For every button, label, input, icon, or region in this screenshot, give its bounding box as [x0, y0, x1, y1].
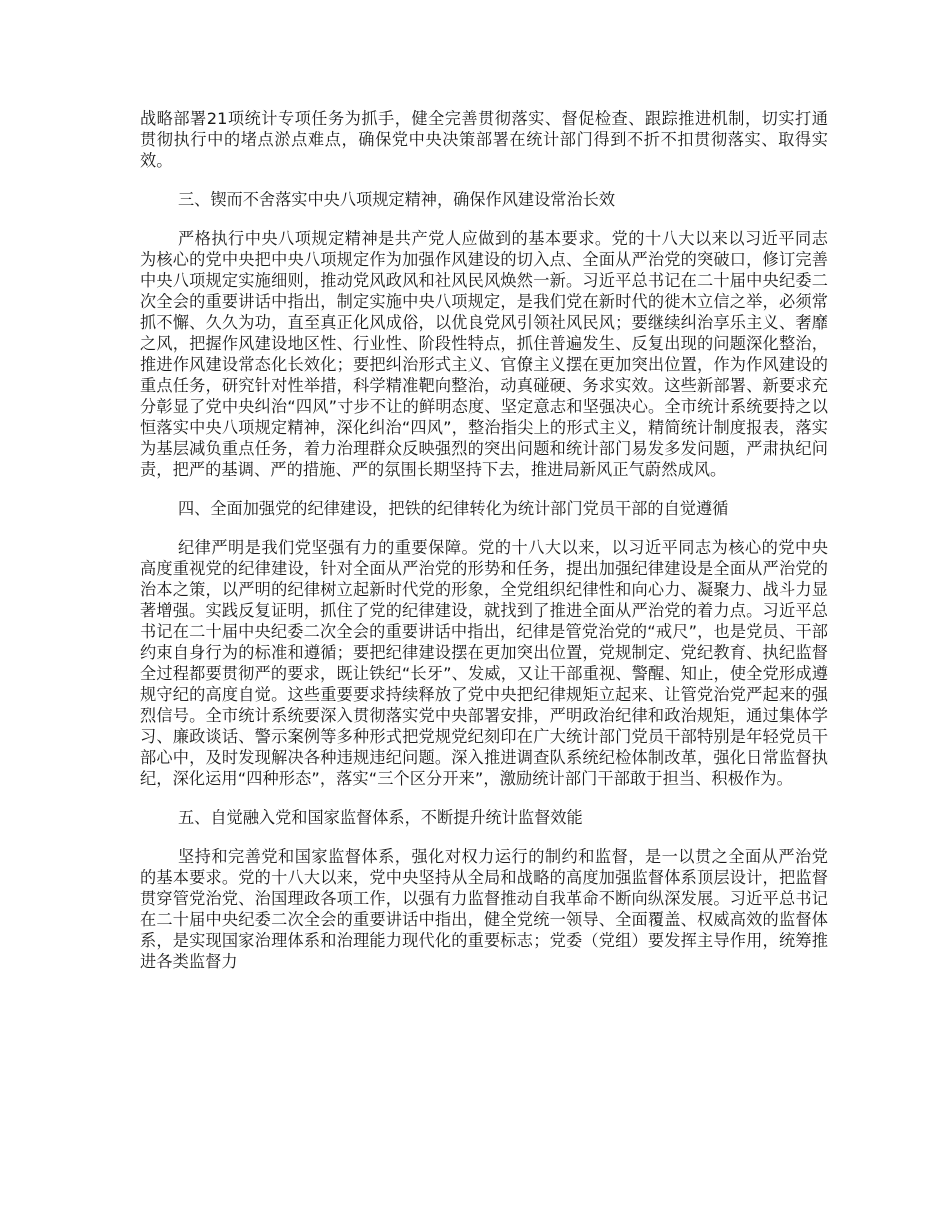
paragraph-section-5: 坚持和完善党和国家监督体系，强化对权力运行的制约和监督，是一以贯之全面从严治党的基本要求。党的十八大以来，党中央坚持从全局和战略的高度加强监督体系顶层设计，把监督贯穿管党治党、治国理政各项工作，以强有力监督推动自我革命不断向纵深发展。习近平总书记在二十届中央纪委二次全会的重要讲话中指出，健全党统一领导、全面覆盖、权威高效的监督体系，是实现国家治理体系和治理能力现代化的重要标志；党委（党组）要发挥主导作用，统筹推进各类监督力	[140, 847, 828, 971]
section-heading-5: 五、自觉融入党和国家监督体系，不断提升统计监督效能	[178, 808, 583, 827]
paragraph-continuation: 战略部署21项统计专项任务为抓手，健全完善贯彻落实、督促检查、跟踪推进机制，切实打通贯彻执行中的堵点淤点难点，确保党中央决策部署在统计部门得到不折不扣贯彻落实、取得实效。	[140, 109, 828, 170]
section-heading-4: 四、全面加强党的纪律建设，把铁的纪律转化为统计部门党员干部的自觉遵循	[178, 499, 729, 518]
paragraph-section-4: 纪律严明是我们党坚强有力的重要保障。党的十八大以来，以习近平同志为核心的党中央高度重视党的纪律建设，针对全面从严治党的形势和任务，提出加强纪律建设是全面从严治党的治本之策，以严明的纪律树立起新时代党的形象，全党组织纪律性和向心力、凝聚力、战斗力显著增强。实践反复证明，抓住了党的纪律建设，就找到了推进全面从严治党的着力点。习近平总书记在二十届中央纪委二次全会的重要讲话中指出，纪律是管党治党的“戒尺”，也是党员、干部约束自身行为的标准和遵循；要把纪律建设摆在更加突出位置，党规制定、党纪教育、执纪监督全过程都要贯彻严的要求，既让铁纪“长牙”、发威，又让干部重视、警醒、知止，使全党形成遵规守纪的高度自觉。这些重要要求持续释放了党中央把纪律规矩立起来、让管党治党严起来的强烈信号。全市统计系统要深入贯彻落实党中央部署安排，严明政治纪律和政治规矩，通过集体学习、廉政谈话、警示案例等多种形式把党规党纪刻印在广大统计部门党员干部特别是年轻党员干部心中，及时发现解决各种违规违纪问题。深入推进调查队系统纪检体制改革，强化日常监督执纪，深化运用“四种形态”，落实“三个区分开来”，激励统计部门干部敢于担当、积极作为。	[140, 538, 828, 788]
paragraph-section-3: 严格执行中央八项规定精神是共产党人应做到的基本要求。党的十八大以来以习近平同志为核心的党中央把中央八项规定作为加强作风建设的切入点、全面从严治党的突破口，修订完善中央八项规定实施细则，推动党风政风和社风民风焕然一新。习近平总书记在二十届中央纪委二次全会的重要讲话中指出，制定实施中央八项规定，是我们党在新时代的徙木立信之举，必须常抓不懈、久久为功，直至真正化风成俗，以优良党风引领社风民风；要继续纠治享乐主义、奢靡之风，把握作风建设地区性、行业性、阶段性特点，抓住普遍发生、反复出现的问题深化整治，推进作风建设常态化长效化；要把纠治形式主义、官僚主义摆在更加突出位置，作为作风建设的重点任务，研究针对性举措，科学精准靶向整治，动真碰硬、务求实效。这些新部署、新要求充分彰显了党中央纠治“四风”寸步不让的鲜明态度、坚定意志和坚强决心。全市统计系统要持之以恒落实中央八项规定精神，深化纠治“四风”，整治指尖上的形式主义，精简统计制度报表，落实为基层减负重点任务，着力治理群众反映强烈的突出问题和统计部门易发多发问题，严肃执纪问责，把严的基调、严的措施、严的氛围长期坚持下去，推进局新风正气蔚然成风。	[140, 229, 828, 479]
section-heading-3: 三、锲而不舍落实中央八项规定精神，确保作风建设常治长效	[178, 190, 616, 209]
document-page	[140, 108, 828, 990]
